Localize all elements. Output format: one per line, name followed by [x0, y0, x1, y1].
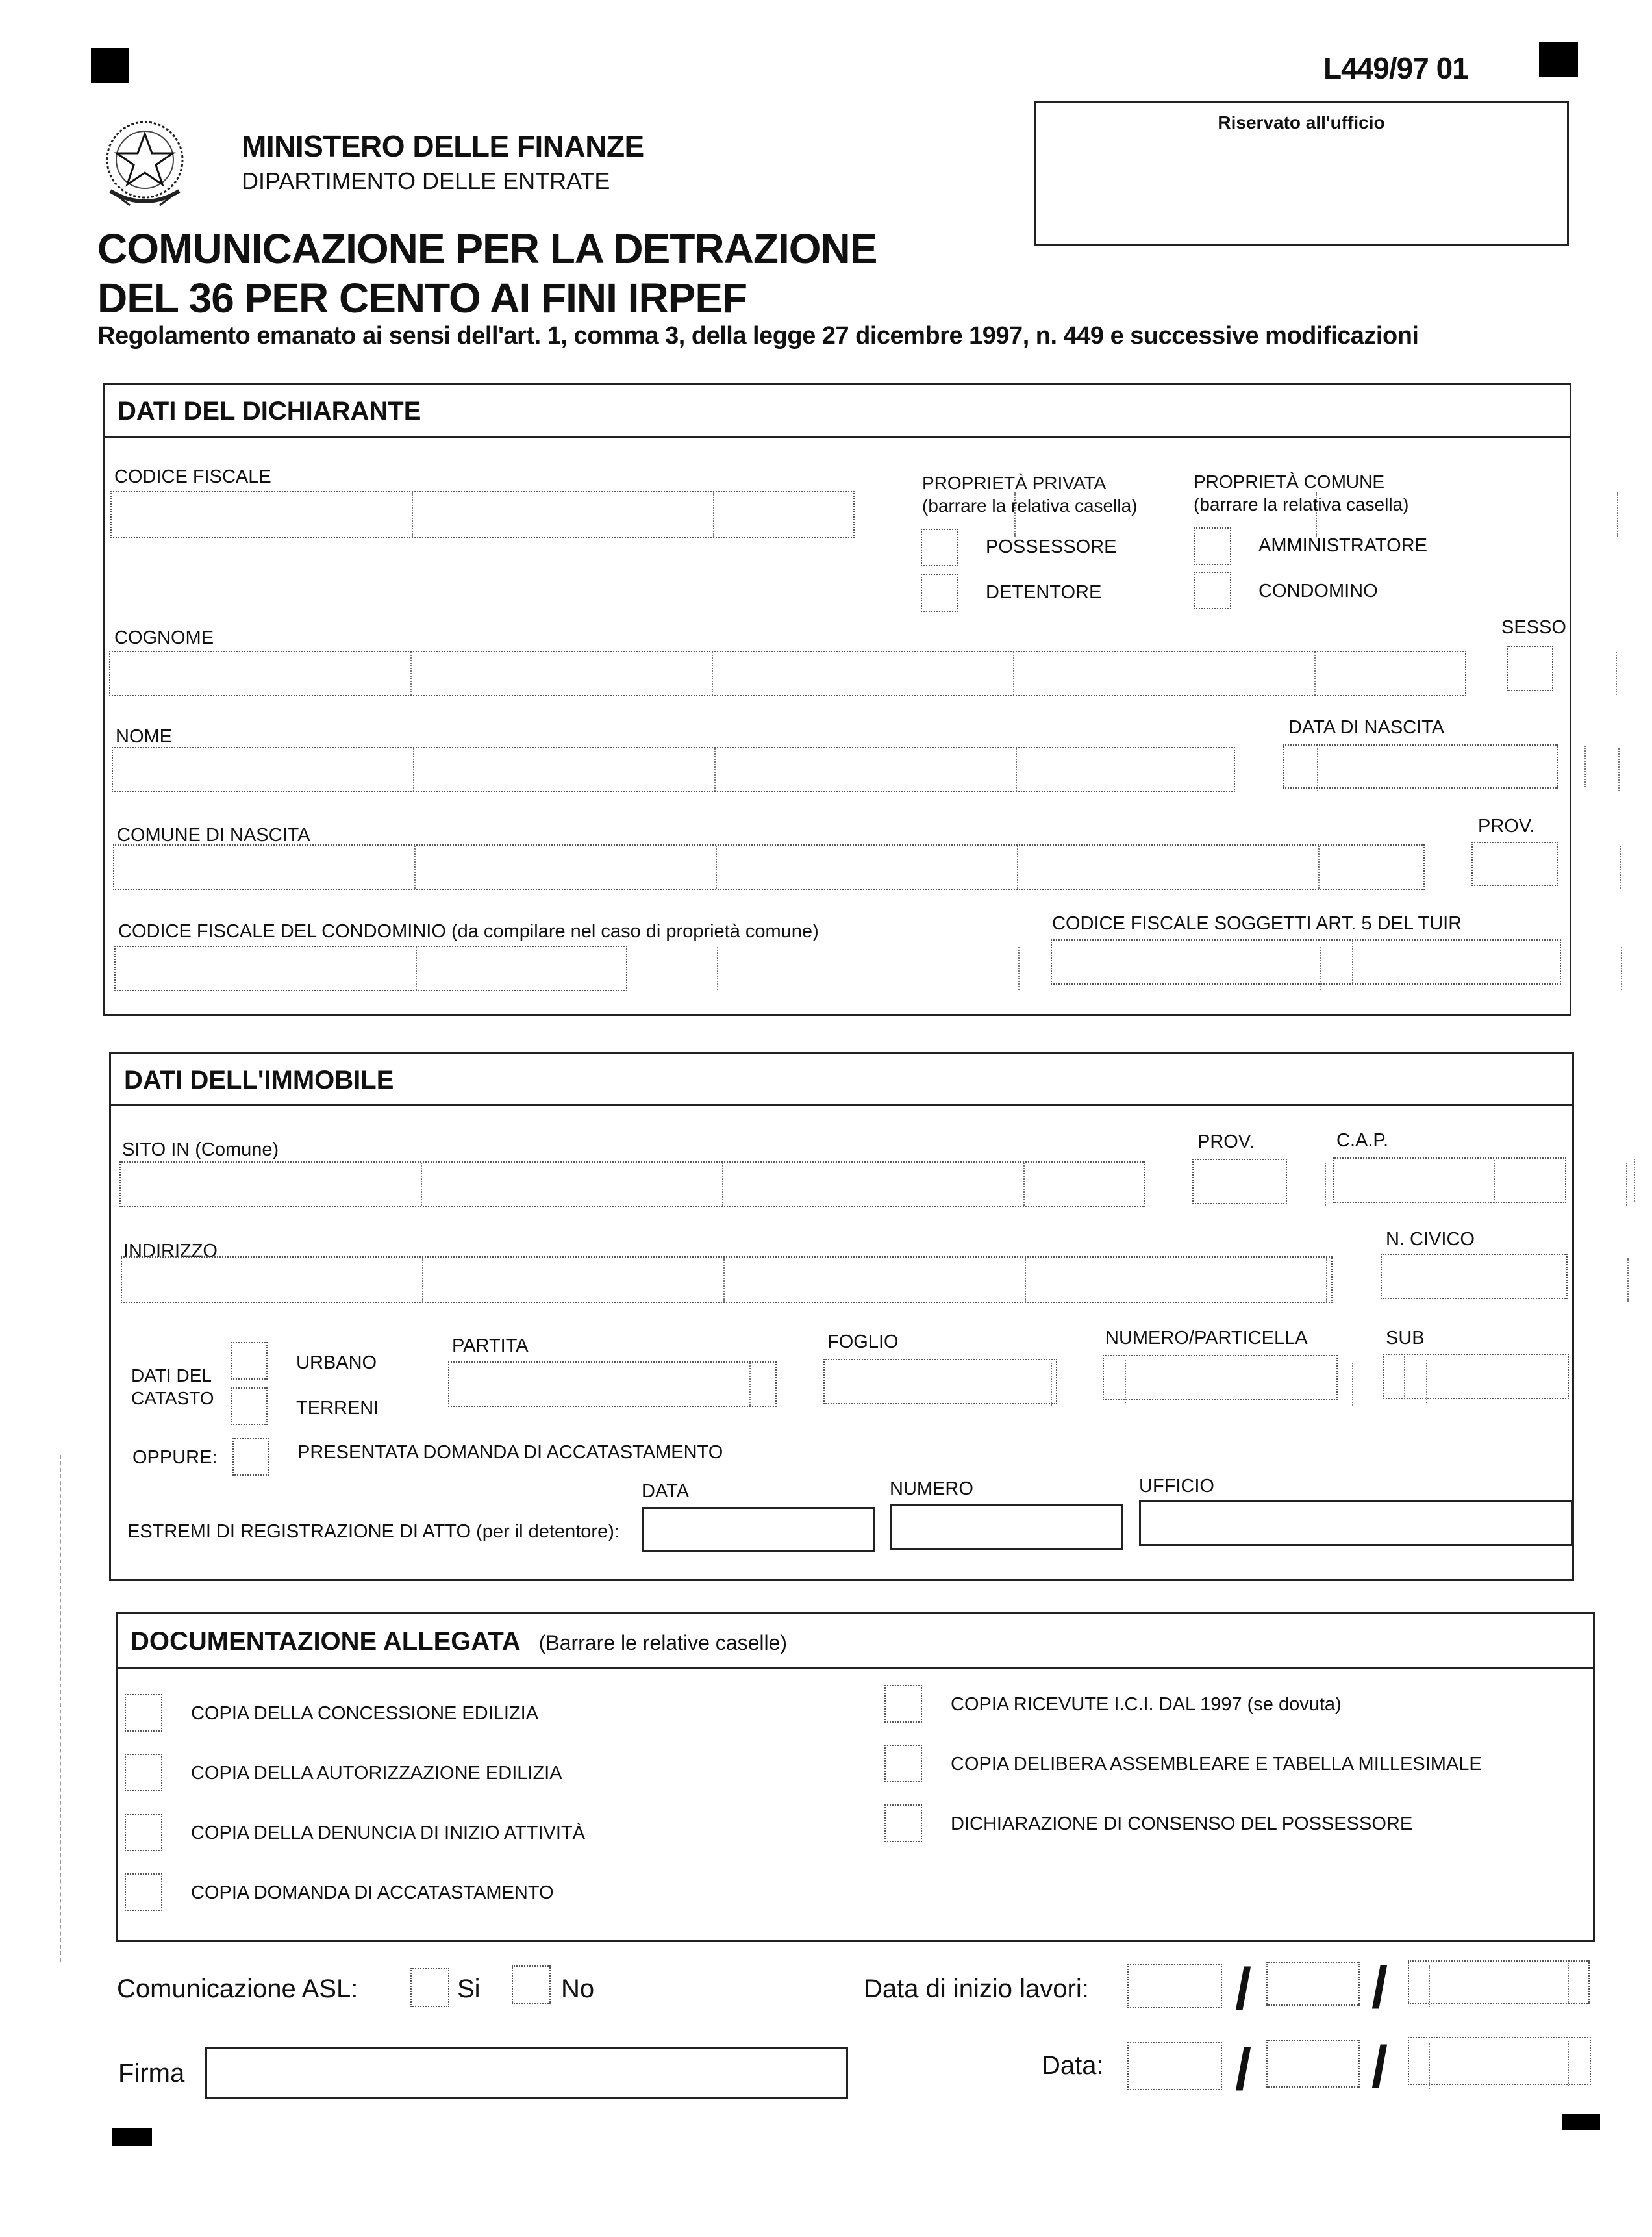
char-cell[interactable]	[1014, 652, 1316, 695]
cf-condominio-label: CODICE FISCALE DEL CONDOMINIO (da compilare nel caso di proprietà comune)	[118, 921, 819, 942]
char-cell[interactable]	[723, 1163, 1025, 1206]
estremi-data-label: DATA	[642, 1481, 690, 1502]
char-cell[interactable]	[122, 1258, 423, 1302]
cap-field[interactable]	[1333, 1157, 1566, 1203]
cf-soggetti-label: CODICE FISCALE SOGGETTI ART. 5 DEL TUIR	[1052, 913, 1462, 934]
char-cell[interactable]	[717, 846, 1018, 889]
char-cell[interactable]	[1384, 1355, 1652, 1398]
doc-left-item-label: COPIA DELLA CONCESSIONE EDILIZIA	[191, 1703, 539, 1724]
doc-right-item-checkbox[interactable]	[884, 1745, 922, 1782]
inizio-lavori-label: Data di inizio lavori:	[864, 1975, 1089, 2003]
char-cell[interactable]	[1473, 843, 1652, 885]
doc-right-item-label: COPIA DELIBERA ASSEMBLEARE E TABELLA MILLESIMALE	[951, 1754, 1482, 1775]
urbano-label: URBANO	[296, 1352, 377, 1373]
char-cell[interactable]	[1018, 846, 1320, 889]
checkbox-urbano[interactable]	[231, 1342, 268, 1380]
date-separator: /	[1235, 2038, 1252, 2103]
checkbox-possessore[interactable]	[921, 529, 958, 566]
char-cell[interactable]	[414, 748, 716, 791]
char-cell[interactable]	[1409, 1962, 1652, 2003]
registration-mark-top-left	[91, 48, 129, 83]
possessore-label: POSSESSORE	[986, 537, 1117, 557]
char-cell[interactable]	[1026, 1258, 1327, 1302]
prov-nascita-label: PROV.	[1478, 816, 1535, 837]
char-cell[interactable]	[1052, 941, 1353, 983]
proprieta-privata-note: (barrare la relativa casella)	[922, 496, 1138, 516]
dati-catasto-label	[131, 1364, 214, 1409]
office-reserved-box	[1034, 101, 1569, 246]
doc-right-item-label: DICHIARAZIONE DI CONSENSO DEL POSSESSORE	[951, 1814, 1413, 1834]
estremi-numero-input[interactable]	[890, 1504, 1123, 1550]
detentore-label: DETENTORE	[986, 582, 1102, 603]
terreni-label: TERRENI	[296, 1398, 379, 1419]
estremi-registrazione-label: ESTREMI DI REGISTRAZIONE DI ATTO (per il detentore):	[127, 1521, 620, 1542]
section-immobile-title: DATI DELL'IMMOBILE	[124, 1066, 394, 1094]
checkbox-asl-si[interactable]	[410, 1968, 449, 2007]
office-reserved-label: Riservato all'ufficio	[1218, 112, 1385, 133]
proprieta-comune-label	[1194, 470, 1408, 516]
italian-republic-emblem-icon	[97, 114, 192, 212]
doc-left-item-checkbox[interactable]	[125, 1873, 162, 1911]
doc-left-item-label: COPIA DOMANDA DI ACCATASTAMENTO	[191, 1882, 554, 1903]
sito-in-label: SITO IN (Comune)	[122, 1139, 279, 1160]
scan-edge-artifact	[60, 1455, 61, 1962]
partita-label: PARTITA	[452, 1335, 529, 1356]
proprieta-privata-title: PROPRIETÀ PRIVATA	[922, 473, 1107, 493]
char-cell[interactable]	[1104, 1356, 1405, 1399]
checkbox-condomino[interactable]	[1194, 572, 1231, 609]
n-civico-label: N. CIVICO	[1386, 1229, 1475, 1250]
doc-left-item-checkbox[interactable]	[125, 1754, 162, 1791]
doc-left-item-checkbox[interactable]	[125, 1814, 162, 1851]
form-title-line1: COMUNICAZIONE PER LA DETRAZIONE	[97, 225, 877, 272]
doc-right-item-label: COPIA RICEVUTE I.C.I. DAL 1997 (se dovuta)	[951, 1694, 1342, 1715]
char-cell[interactable]	[1316, 652, 1617, 695]
char-cell[interactable]	[1617, 652, 1652, 695]
data-label: Data:	[1042, 2051, 1104, 2080]
documentazione-title: DOCUMENTAZIONE ALLEGATA	[131, 1627, 521, 1656]
char-cell[interactable]	[1409, 2038, 1652, 2084]
immobile-prov-field[interactable]	[1192, 1159, 1287, 1204]
char-cell[interactable]	[713, 652, 1014, 695]
asl-si-label: Si	[457, 1975, 481, 2003]
checkbox-detentore[interactable]	[921, 574, 958, 612]
char-cell[interactable]	[416, 846, 717, 889]
checkbox-asl-no[interactable]	[512, 1965, 551, 2004]
section-immobile-header	[111, 1054, 1572, 1106]
section-documentazione-header	[118, 1614, 1593, 1669]
department-name: DIPARTIMENTO DELLE ENTRATE	[242, 168, 610, 194]
char-cell[interactable]	[1618, 492, 1652, 537]
char-cell[interactable]	[121, 1163, 422, 1206]
partita-field[interactable]	[448, 1361, 777, 1407]
numero-particella-field[interactable]	[1103, 1355, 1338, 1400]
char-cell[interactable]	[725, 1258, 1026, 1302]
cognome-field[interactable]	[109, 651, 1466, 696]
comune-nascita-field[interactable]	[113, 844, 1425, 890]
char-cell[interactable]	[113, 748, 414, 791]
sub-label: SUB	[1386, 1328, 1425, 1348]
cf-condominio-field[interactable]	[114, 946, 627, 991]
sub-field[interactable]	[1383, 1354, 1569, 1399]
doc-left-item-label: COPIA DELLA AUTORIZZAZIONE EDILIZIA	[191, 1763, 562, 1784]
indirizzo-field[interactable]	[121, 1256, 1333, 1303]
char-cell[interactable]	[449, 1363, 751, 1406]
estremi-ufficio-label: UFFICIO	[1139, 1476, 1214, 1497]
codice-fiscale-label: CODICE FISCALE	[114, 466, 271, 487]
inizio-lavori-year[interactable]	[1408, 1960, 1590, 2004]
registration-mark-bottom-right	[1562, 2114, 1600, 2130]
cf-soggetti-field[interactable]	[1051, 939, 1561, 985]
char-cell[interactable]	[423, 1258, 725, 1302]
doc-right-item-checkbox[interactable]	[884, 1685, 922, 1723]
doc-right-item-checkbox[interactable]	[884, 1804, 922, 1842]
dati-catasto-label-line1: DATI DEL	[131, 1365, 212, 1385]
foglio-field[interactable]	[823, 1359, 1057, 1404]
char-cell[interactable]	[825, 1360, 1126, 1403]
asl-label: Comunicazione ASL:	[117, 1975, 358, 2003]
domanda-accatastamento-label: PRESENTATA DOMANDA DI ACCATASTAMENTO	[297, 1442, 723, 1463]
immobile-prov-label: PROV.	[1197, 1131, 1255, 1152]
section-dichiarante-title: DATI DEL DICHIARANTE	[118, 397, 421, 425]
prov-nascita-field[interactable]	[1471, 842, 1558, 886]
sesso-label: SESSO	[1501, 617, 1566, 638]
char-cell[interactable]	[114, 846, 416, 889]
data-year[interactable]	[1408, 2037, 1591, 2085]
char-cell[interactable]	[417, 947, 718, 990]
asl-no-label: No	[561, 1975, 595, 2003]
data-nascita-label: DATA DI NASCITA	[1288, 717, 1445, 738]
estremi-data-input[interactable]	[642, 1507, 875, 1552]
form-code: L449/97 01	[1323, 51, 1468, 85]
checkbox-amministratore[interactable]	[1194, 527, 1231, 565]
comune-nascita-label: COMUNE DI NASCITA	[117, 825, 310, 846]
sito-in-field[interactable]	[119, 1161, 1145, 1207]
dati-catasto-label-line2: CATASTO	[131, 1388, 214, 1408]
cognome-label: COGNOME	[114, 627, 214, 648]
char-cell[interactable]	[116, 947, 417, 990]
doc-left-item-checkbox[interactable]	[125, 1694, 162, 1732]
condomino-label: CONDOMINO	[1258, 581, 1378, 601]
estremi-ufficio-input[interactable]	[1139, 1500, 1573, 1546]
section-documentazione-title	[131, 1627, 787, 1656]
char-cell[interactable]	[412, 652, 713, 695]
form-subtitle: Regolamento emanato ai sensi dell'art. 1, comma 3, della legge 27 dicembre 1997, n. 449 e successive modificazioni	[97, 322, 1419, 349]
char-cell[interactable]	[1382, 1255, 1652, 1298]
documentazione-note: (Barrare le relative caselle)	[538, 1631, 788, 1654]
registration-mark-top-right	[1539, 42, 1578, 77]
doc-left-item-label: COPIA DELLA DENUNCIA DI INIZIO ATTIVITÀ	[191, 1823, 585, 1843]
date-separator: /	[1235, 1957, 1252, 2022]
n-civico-field[interactable]	[1381, 1254, 1568, 1299]
checkbox-terreni[interactable]	[231, 1387, 268, 1425]
cap-label: C.A.P.	[1336, 1130, 1389, 1151]
checkbox-domanda-accatastamento[interactable]	[232, 1438, 269, 1476]
oppure-label: OPPURE:	[132, 1447, 218, 1468]
inizio-lavori-day[interactable]	[1127, 1964, 1222, 2008]
proprieta-privata-label	[922, 472, 1137, 517]
nome-label: NOME	[116, 726, 172, 747]
ministry-name: MINISTERO DELLE FINANZE	[242, 129, 644, 163]
char-cell[interactable]	[718, 947, 1020, 990]
char-cell[interactable]	[1353, 941, 1652, 983]
char-cell[interactable]	[716, 748, 1017, 791]
codice-fiscale-field[interactable]	[110, 491, 855, 538]
char-cell[interactable]	[422, 1163, 723, 1206]
indirizzo-label: INDIRIZZO	[123, 1241, 218, 1261]
form-title-line2: DEL 36 PER CENTO AI FINI IRPEF	[97, 275, 747, 322]
char-cell[interactable]	[1284, 746, 1586, 787]
char-cell[interactable]	[1586, 746, 1652, 787]
date-separator: /	[1371, 1956, 1388, 2021]
nome-field[interactable]	[112, 747, 1235, 792]
numero-particella-label: NUMERO/PARTICELLA	[1105, 1328, 1308, 1348]
data-nascita-field[interactable]	[1283, 744, 1558, 789]
section-dichiarante-header	[105, 385, 1570, 438]
char-cell[interactable]	[1017, 748, 1318, 791]
firma-label: Firma	[118, 2059, 185, 2088]
amministratore-label: AMMINISTRATORE	[1258, 535, 1427, 556]
foglio-label: FOGLIO	[827, 1332, 899, 1352]
estremi-numero-label: NUMERO	[890, 1478, 973, 1499]
data-month[interactable]	[1266, 2040, 1360, 2088]
registration-mark-bottom-left	[112, 2128, 152, 2146]
data-day[interactable]	[1127, 2042, 1222, 2090]
proprieta-comune-title: PROPRIETÀ COMUNE	[1194, 472, 1385, 492]
char-cell[interactable]	[1635, 1159, 1652, 1202]
inizio-lavori-month[interactable]	[1266, 1962, 1360, 2006]
char-cell[interactable]	[413, 492, 714, 537]
char-cell[interactable]	[112, 492, 413, 537]
char-cell[interactable]	[110, 652, 412, 695]
date-separator: /	[1371, 2035, 1388, 2100]
firma-input[interactable]	[205, 2047, 848, 2099]
char-cell[interactable]	[1334, 1159, 1635, 1202]
proprieta-comune-note: (barrare la relativa casella)	[1194, 494, 1409, 514]
